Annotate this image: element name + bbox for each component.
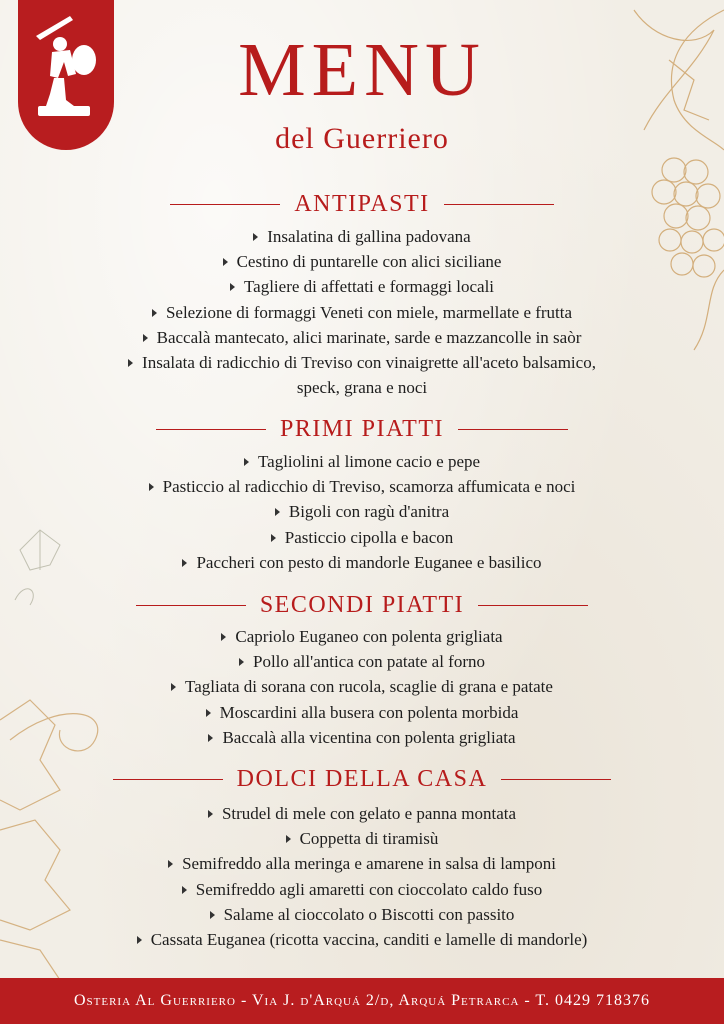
bullet-icon (210, 911, 215, 919)
menu-item: Baccalà mantecato, alici marinate, sarde e mazzancolle in saòr (60, 325, 664, 350)
bullet-icon (128, 359, 133, 367)
bullet-icon (275, 508, 280, 516)
bullet-icon (168, 860, 173, 868)
menu-item: Bigoli con ragù d'anitra (60, 499, 664, 524)
menu-item: Salame al cioccolato o Biscotti con passito (60, 902, 664, 927)
bullet-icon (137, 936, 142, 944)
menu-item: Insalata di radicchio di Treviso con vinaigrette all'aceto balsamico, (60, 350, 664, 375)
footer-address-bar (0, 978, 724, 1024)
menu-item: Tagliere di affettati e formaggi locali (60, 274, 664, 299)
section-heading-antipasti (0, 189, 724, 219)
divider (501, 779, 611, 780)
secondi-list (60, 624, 664, 750)
section-title: PRIMI PIATTI (279, 415, 444, 442)
bullet-icon (221, 633, 226, 641)
menu-item: Cestino di puntarelle con alici siciliane (60, 249, 664, 274)
bullet-icon (286, 835, 291, 843)
divider (458, 429, 568, 430)
bullet-icon (208, 734, 213, 742)
menu-item: Baccalà alla vicentina con polenta grigliata (60, 725, 664, 750)
section-title: ANTIPASTI (294, 190, 430, 217)
section-heading-dolci (0, 764, 724, 794)
primi-list (60, 449, 664, 575)
menu-item: Strudel di mele con gelato e panna montata (60, 801, 664, 826)
menu-item: Paccheri con pesto di mandorle Euganee e basilico (60, 550, 664, 575)
section-title: DOLCI DELLA CASA (236, 765, 488, 792)
bullet-icon (244, 458, 249, 466)
bullet-icon (223, 258, 228, 266)
bullet-icon (253, 233, 258, 241)
bullet-icon (149, 483, 154, 491)
bullet-icon (182, 886, 187, 894)
menu-subtitle: del Guerriero (275, 122, 449, 155)
menu-item: Selezione di formaggi Veneti con miele, marmellate e frutta (60, 300, 664, 325)
divider (113, 779, 223, 780)
menu-item: Tagliata di sorana con rucola, scaglie di grana e patate (60, 674, 664, 699)
bullet-icon (152, 309, 157, 317)
divider (444, 204, 554, 205)
footer-address: Osteria Al Guerriero - Via J. d'Arquá 2/d, Arquá Petrarca - T. 0429 718376 (73, 992, 651, 1009)
divider (156, 429, 266, 430)
bullet-icon (182, 559, 187, 567)
bullet-icon (171, 683, 176, 691)
bullet-icon (239, 658, 244, 666)
menu-title: MENU (238, 28, 486, 112)
dolci-list (60, 801, 664, 952)
menu-item: Pollo all'antica con patate al forno (60, 649, 664, 674)
menu-item: Tagliolini al limone cacio e pepe (60, 449, 664, 474)
section-heading-secondi (0, 590, 724, 620)
menu-item: Semifreddo alla meringa e amarene in salsa di lamponi (60, 851, 664, 876)
menu-item-continuation: speck, grana e noci (296, 378, 428, 398)
menu-item: Capriolo Euganeo con polenta grigliata (60, 624, 664, 649)
antipasti-list (60, 224, 664, 400)
menu-item: Insalatina di gallina padovana (60, 224, 664, 249)
section-title: SECONDI PIATTI (259, 591, 465, 618)
bullet-icon (208, 810, 213, 818)
bullet-icon (206, 709, 211, 717)
bullet-icon (230, 283, 235, 291)
divider (170, 204, 280, 205)
menu-item: Pasticcio al radicchio di Treviso, scamorza affumicata e noci (60, 474, 664, 499)
menu-item: Cassata Euganea (ricotta vaccina, canditi e lamelle di mandorle) (60, 927, 664, 952)
section-heading-primi (0, 414, 724, 444)
bullet-icon (271, 534, 276, 542)
bullet-icon (143, 334, 148, 342)
divider (478, 605, 588, 606)
menu-item: Moscardini alla busera con polenta morbida (60, 700, 664, 725)
menu-item: Semifreddo agli amaretti con cioccolato caldo fuso (60, 877, 664, 902)
menu-item: Coppetta di tiramisù (60, 826, 664, 851)
menu-item: Pasticcio cipolla e bacon (60, 525, 664, 550)
divider (136, 605, 246, 606)
